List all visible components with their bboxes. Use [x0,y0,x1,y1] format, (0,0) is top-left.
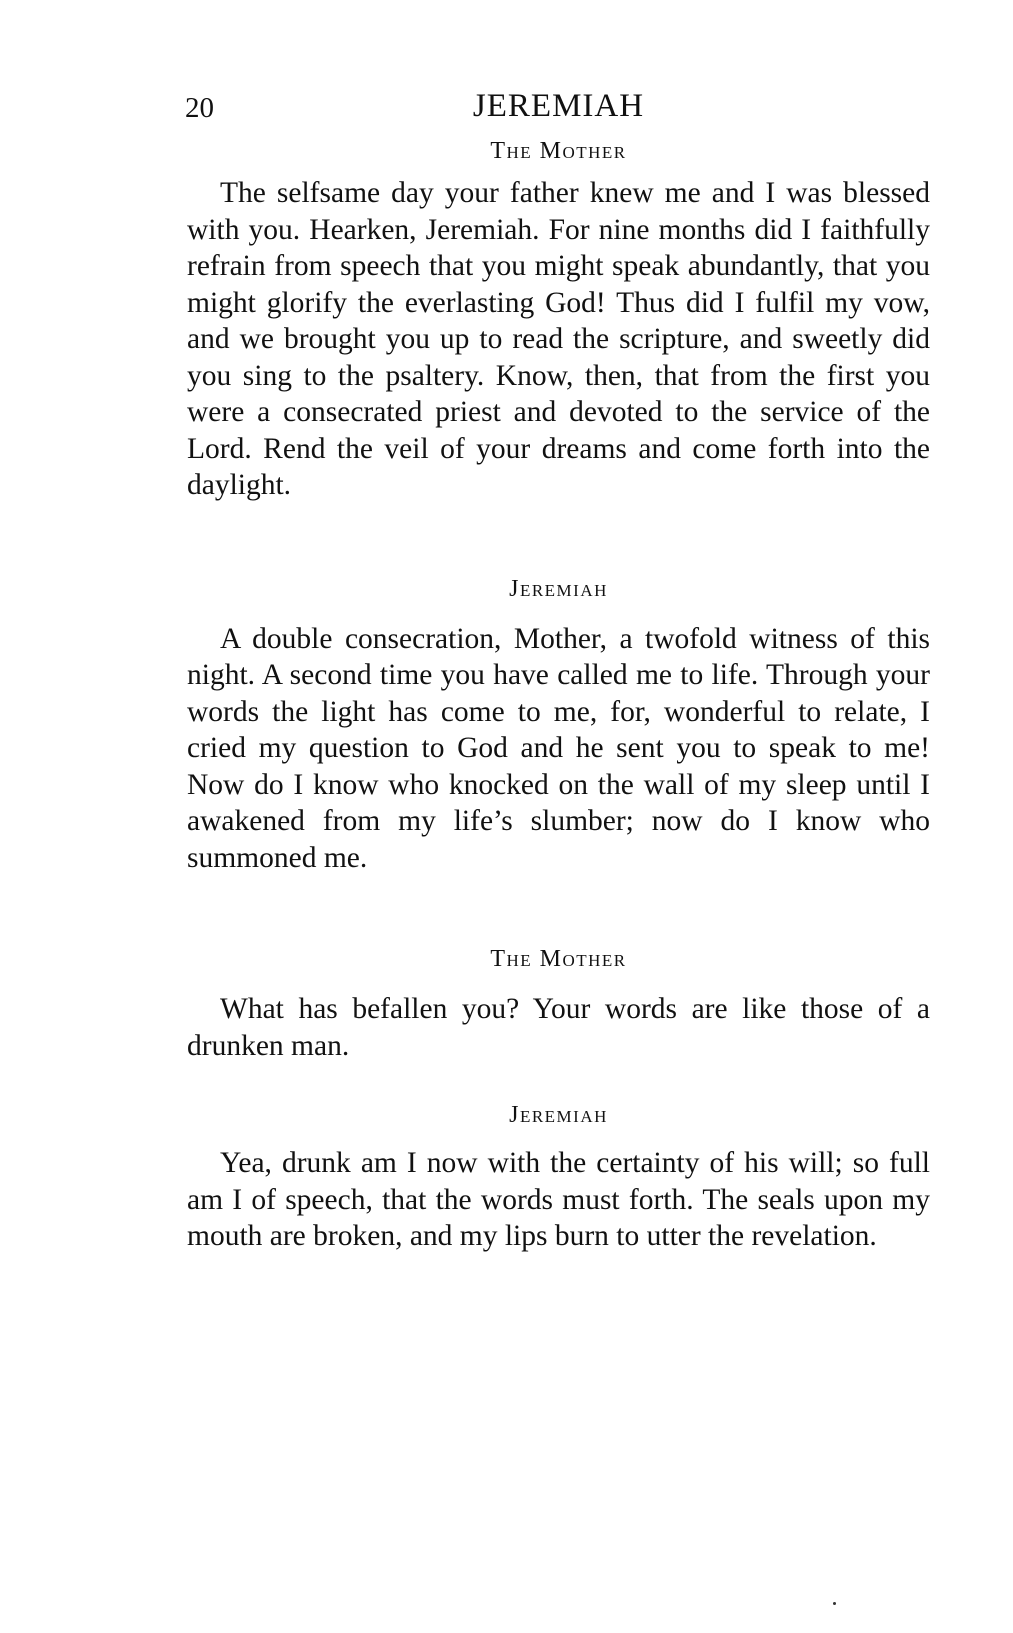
dialogue-section [187,138,930,504]
dialogue-section [187,576,930,877]
page-number: 20 [185,92,214,124]
speaker-heading: Jeremiah [509,1102,608,1128]
speaker-heading: Jeremiah [509,575,608,602]
speech-paragraph: Yea, drunk am I now with the certainty of his will; so full am I of speech, that the words must forth. The seals upon my mouth are broken, and my lips burn to utter the revelation. [187,1147,930,1252]
book-page [187,80,930,1255]
running-head [187,80,930,138]
speaker-heading: The Mother [490,138,627,164]
speech-paragraph: The selfsame day your father knew me and I was blessed with you. Hearken, Jeremiah. For nine months did I faithfully refrain from speech that you might speak abundantly, that you might glorify the everlasting God! Thus did I fulfil my vow, and we brought you up to read the scripture, and sweetly did you sing to the psaltery. Know, then, that from the first you were a consecrated priest and devoted to the service of the Lord. Rend the veil of your dreams and come forth into the daylight. [187,177,930,501]
dialogue-section [187,946,930,1064]
dialogue-section [187,1102,930,1255]
speaker-heading: The Mother [490,946,627,972]
speech-paragraph: What has befallen you? Your words are like those of a drunken man. [187,993,930,1062]
print-speck [833,1602,836,1605]
book-title: JEREMIAH [472,88,645,124]
speech-paragraph: A double consecration, Mother, a twofold witness of this night. A second time you have called me to life. Through your words the light has come to me, for, wonderful to relate, I cried my question to God and he sent you to speak to me! Now do I know who knocked on the wall of my sleep until I awakened from my life’s slumber; now do I know who summoned me. [187,622,930,874]
